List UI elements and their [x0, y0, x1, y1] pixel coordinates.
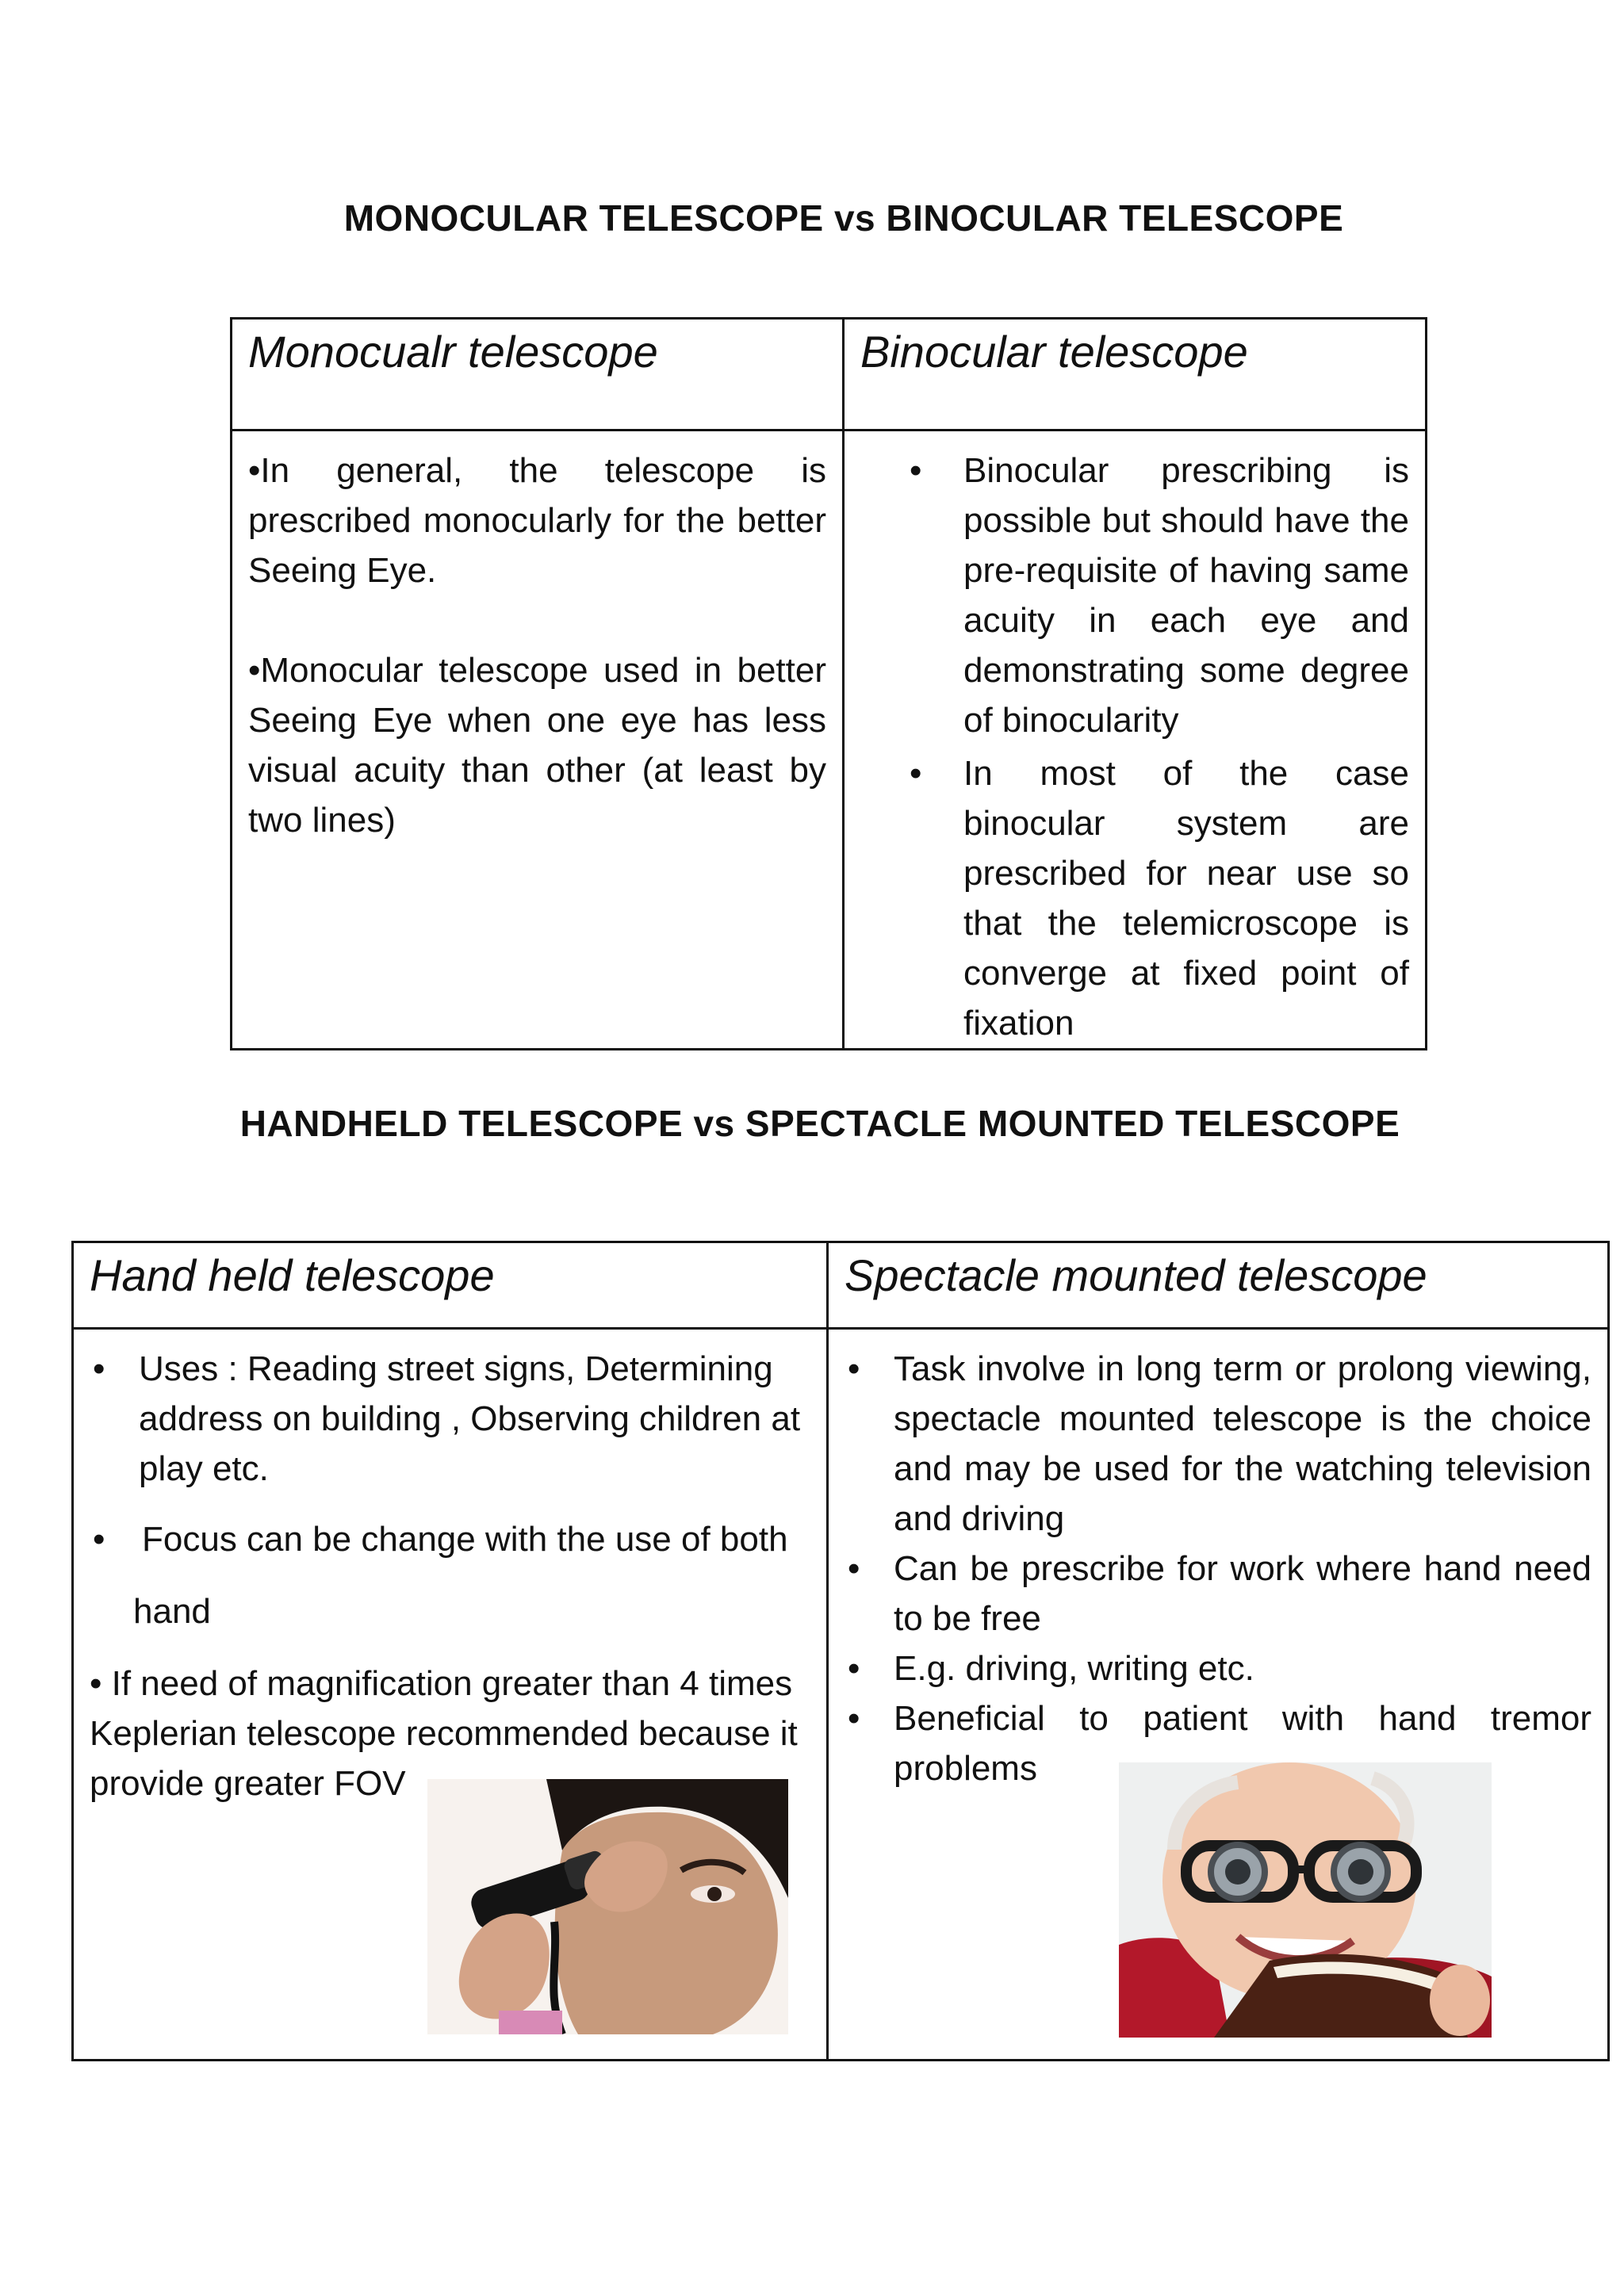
monocular-header: Monocualr telescope	[248, 327, 658, 377]
binocular-header: Binocular telescope	[860, 327, 1248, 377]
handheld-vs-spectacle-table	[71, 1241, 1610, 2061]
handheld-point-2: Focus can be change with the use of both	[142, 1520, 788, 1559]
handheld-point-2-row	[90, 1514, 810, 1564]
handheld-point-1-row	[90, 1344, 810, 1494]
binocular-body-cell	[844, 430, 1427, 1050]
binocular-bullet-list	[860, 446, 1409, 1048]
man-with-spectacle-mounted-telescope-photo	[1119, 1762, 1492, 2038]
monocular-point-1: •In general, the telescope is prescribed monocularly for the better Seeing Eye.	[248, 451, 826, 590]
handheld-point-2-cont: hand	[133, 1592, 211, 1631]
handheld-point-1: Uses : Reading street signs, Determining address on building , Observing children at play etc.	[139, 1349, 801, 1488]
monocular-vs-binocular-table	[230, 317, 1427, 1050]
section1-title: MONOCULAR TELESCOPE vs BINOCULAR TELESCOPE	[343, 197, 1344, 239]
binocular-point-1: • Binocular prescribing is possible but should have the pre-requisite of having same acuity in each eye and demonstrating some degree of binocularity	[860, 446, 1409, 745]
binocular-header-cell	[844, 319, 1427, 430]
binocular-point-2: • In most of the case binocular system are prescribed for near use so that the telemicroscope is converge at fixed point of fixation	[860, 748, 1409, 1048]
spectacle-body-cell	[828, 1329, 1609, 2061]
spectacle-bullet-list	[845, 1344, 1591, 1793]
bullet-glyph: •	[93, 1520, 105, 1559]
monocular-body-cell	[232, 430, 844, 1050]
spectacle-point-1: • Task involve in long term or prolong viewing, spectacle mounted telescope is the choice and may be used for the watching television and driving	[845, 1344, 1591, 1544]
handheld-header-cell	[73, 1242, 828, 1329]
girl-using-handheld-telescope-photo	[427, 1779, 788, 2034]
spectacle-header: Spectacle mounted telescope	[845, 1250, 1427, 1300]
spectacle-point-2: • Can be prescribe for work where hand need to be free	[845, 1544, 1591, 1644]
spectacle-header-cell	[828, 1242, 1609, 1329]
handheld-point-3: • If need of magnification greater than 4 times Keplerian telescope recommended because it provide greater FOV	[90, 1664, 798, 1803]
bullet-glyph: •	[93, 1349, 105, 1388]
handheld-header: Hand held telescope	[90, 1250, 495, 1300]
monocular-header-cell	[232, 319, 844, 430]
handheld-body-cell	[73, 1329, 828, 2061]
spectacle-point-4: • Beneficial to patient with hand tremor problems	[845, 1693, 1591, 1793]
spectacle-point-3: • E.g. driving, writing etc.	[845, 1644, 1591, 1693]
section2-title: HANDHELD TELESCOPE vs SPECTACLE MOUNTED TELESCOPE	[239, 1103, 1400, 1144]
monocular-point-2: •Monocular telescope used in better Seeing Eye when one eye has less visual acuity than other (at least by two lines)	[248, 651, 826, 840]
